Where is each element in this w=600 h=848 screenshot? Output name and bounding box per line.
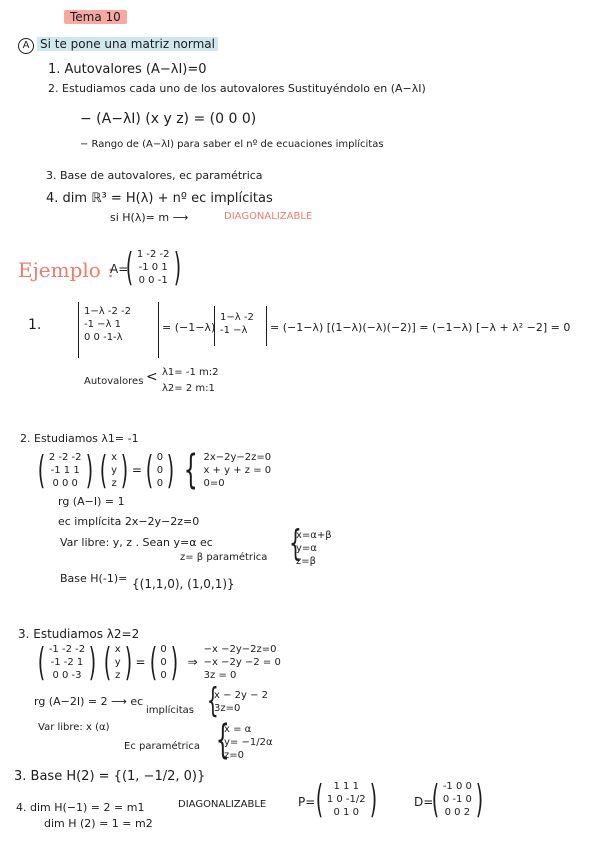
eigenvalue-2: λ2= 2 m:1 bbox=[162, 383, 215, 394]
equation: x + y + z = 0 bbox=[203, 464, 272, 476]
part2-base-label: Base H(-1)= bbox=[60, 572, 128, 585]
matrix-row: -1 -2 1 bbox=[50, 656, 84, 668]
equation: z=0 bbox=[224, 750, 244, 761]
vector-entry: 0 bbox=[156, 464, 164, 476]
part3-ecp: Ec paramétrica bbox=[124, 741, 201, 752]
part3-title: 3. Estudiamos λ2=2 bbox=[18, 627, 140, 641]
eigenvalue-1: λ1= -1 m:2 bbox=[162, 367, 219, 378]
vector-entry: 0 bbox=[156, 477, 164, 489]
part2-param bbox=[296, 530, 332, 567]
equation: x = α bbox=[224, 724, 252, 735]
autovalores-label: Autovalores bbox=[84, 376, 144, 387]
equation: 2x−2y−2z=0 bbox=[203, 451, 272, 463]
matrix-row: 1 0 -1/2 bbox=[326, 793, 366, 805]
part2-implicit: ec implícita 2x−2y−2z=0 bbox=[58, 515, 200, 528]
matrix-row: -1 0 0 bbox=[442, 780, 472, 792]
vector-entry: 0 bbox=[160, 643, 167, 655]
matrix-row: -1 −λ 1 bbox=[84, 319, 121, 330]
matrix-row: 1 1 1 bbox=[333, 780, 359, 792]
step-2a: − (A−λI) (x y z) = (0 0 0) bbox=[80, 111, 257, 127]
step-4b: si H(λ)= m ⟶ bbox=[110, 211, 189, 224]
vector-entry: y bbox=[111, 464, 118, 476]
matrix-p-label: P= bbox=[298, 795, 316, 809]
matrix-row: 0 0 -3 bbox=[52, 669, 82, 681]
vector-entry: 0 bbox=[160, 656, 167, 668]
det-factor: = (−1−λ) bbox=[162, 321, 216, 334]
part3-matrix: ( -1 -2 -2 -1 -2 1 0 0 -3 ) ( x y z ) = ( 0 0 0 ) ⇒ −x −2y−2z=0 −x −2y −2 = 0 3z = 0 bbox=[37, 640, 281, 684]
step-4: 4. dim ℝ³ = H(λ) + nº ec implícitas bbox=[46, 191, 273, 206]
matrix-p: ( 1 1 1 1 0 -1/2 0 1 0 ) bbox=[315, 777, 377, 821]
matrix-d: ( -1 0 0 0 -1 0 0 0 2 ) bbox=[431, 777, 484, 821]
part4-base: 3. Base H(2) = {(1, −1/2, 0)} bbox=[14, 769, 206, 784]
det-result: = (−1−λ) [(1−λ)(−λ)(−2)] = (−1−λ) [−λ + λ² −2] = 0 bbox=[270, 321, 571, 334]
matrix-row: -1 −λ bbox=[220, 325, 248, 336]
part3-var: Var libre: x (α) bbox=[38, 722, 110, 733]
equation: z=β bbox=[296, 556, 317, 567]
matrix-row: 0 1 0 bbox=[333, 806, 359, 818]
vector-entry: 0 bbox=[156, 451, 164, 463]
equation: 3z=0 bbox=[214, 703, 241, 714]
equation: 3z = 0 bbox=[203, 669, 237, 681]
det-step-number: 1. bbox=[28, 317, 42, 333]
vector-entry: 0 bbox=[160, 669, 167, 681]
vector-entry: z bbox=[115, 669, 121, 681]
equation: x − 2y − 2 bbox=[214, 690, 269, 701]
matrix-row: 0 -1 0 bbox=[442, 793, 472, 805]
matrix-row: -1 0 1 bbox=[138, 261, 168, 273]
det-matrix-2 bbox=[220, 312, 266, 336]
step-3: 3. Base de autovalores, ec paramétrica bbox=[46, 169, 263, 182]
part3-implicit bbox=[214, 690, 268, 714]
part3-rank2: implícitas bbox=[146, 705, 194, 716]
equation: x=α+β bbox=[296, 530, 332, 541]
part2-base-set: {(1,1,0), (1,0,1)} bbox=[132, 577, 235, 591]
matrix-row: 0 0 0 bbox=[52, 477, 78, 489]
matrix-row: 0 0 -1-λ bbox=[84, 332, 123, 343]
matrix-row: 0 0 -1 bbox=[138, 274, 168, 286]
step-2b: − Rango de (A−λI) para saber el nº de ecuaciones implícitas bbox=[80, 139, 384, 150]
det-matrix-1 bbox=[84, 306, 160, 343]
part2-var2: z= β paramétrica bbox=[180, 552, 268, 563]
matrix-row: 1 -2 -2 bbox=[136, 248, 170, 260]
vector-entry: z bbox=[111, 477, 117, 489]
diagonalizable-label: DIAGONALIZABLE bbox=[224, 211, 313, 222]
page-title: Tema 10 bbox=[64, 10, 127, 24]
matrix-d-label: D= bbox=[414, 795, 434, 809]
step-2: 2. Estudiamos cada uno de los autovalores Sustituyéndolo en (A−λI) bbox=[48, 82, 426, 95]
matrix-row: -1 1 1 bbox=[50, 464, 80, 476]
equation: −x −2y−2z=0 bbox=[203, 643, 277, 655]
part4-diag: DIAGONALIZABLE bbox=[178, 799, 267, 810]
vector-entry: x bbox=[111, 451, 118, 463]
matrix-a: ( 1 -2 -2 -1 0 1 0 0 -1 ) bbox=[125, 245, 181, 289]
equation: y= −1/2α bbox=[224, 737, 273, 748]
intro-line bbox=[18, 38, 218, 54]
part4-dim1: 4. dim H(−1) = 2 = m1 bbox=[16, 801, 145, 814]
example-label: Ejemplo : bbox=[18, 258, 114, 282]
matrix-row: 1−λ -2 bbox=[220, 312, 254, 323]
matrix-row: 2 -2 -2 bbox=[48, 451, 82, 463]
part4-dim2: dim H (2) = 1 = m2 bbox=[44, 817, 153, 830]
intro-text: Si te pone una matriz normal bbox=[37, 37, 218, 51]
equation: 0=0 bbox=[203, 477, 225, 489]
matrix-a-label: A= bbox=[110, 262, 129, 276]
part2-title: 2. Estudiamos λ1= -1 bbox=[20, 432, 139, 445]
step-1: 1. Autovalores (A−λI)=0 bbox=[48, 62, 207, 77]
matrix-row: 1−λ -2 -2 bbox=[84, 306, 131, 317]
part3-rank: rg (A−2I) = 2 ⟶ ec bbox=[34, 695, 144, 708]
part3-param bbox=[224, 724, 273, 761]
equation: −x −2y −2 = 0 bbox=[203, 656, 281, 668]
part2-var: Var libre: y, z . Sean y=α ec bbox=[60, 536, 213, 549]
equation: y=α bbox=[296, 543, 317, 554]
part2-matrix: ( 2 -2 -2 -1 1 1 0 0 0 ) ( x y z ) = ( 0 0 0 ) { 2x−2y−2z=0 x + y + z = 0 0=0 bbox=[37, 447, 272, 493]
section-marker: A bbox=[18, 38, 34, 54]
vector-entry: x bbox=[114, 643, 121, 655]
part2-rank: rg (A−I) = 1 bbox=[58, 495, 125, 508]
matrix-row: 0 0 2 bbox=[444, 806, 471, 818]
vector-entry: y bbox=[114, 656, 121, 668]
matrix-row: -1 -2 -2 bbox=[48, 643, 86, 655]
